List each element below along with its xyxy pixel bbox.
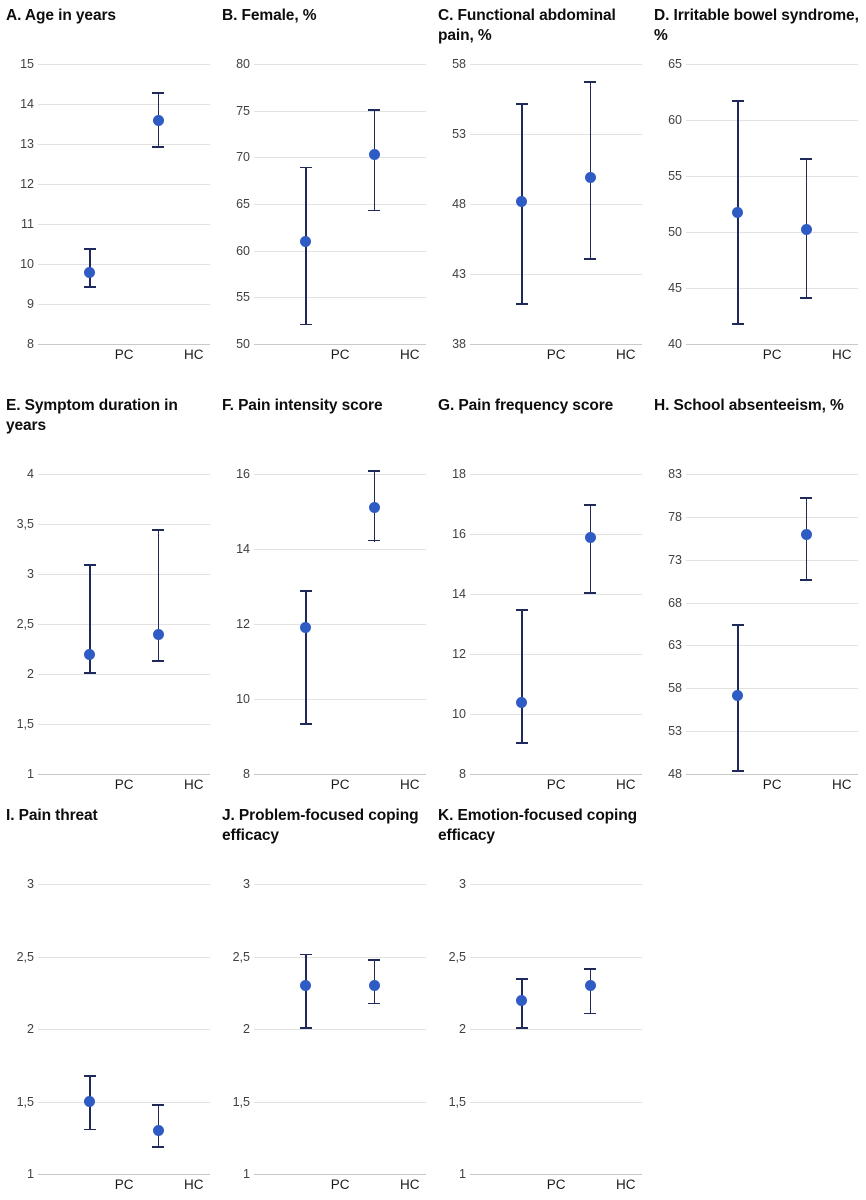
y-tick-label: 8 (243, 767, 250, 781)
y-tick-label: 16 (452, 527, 466, 541)
error-bar-cap-lower (300, 723, 312, 725)
y-tick-label: 1,5 (16, 1094, 34, 1109)
gridline (686, 120, 858, 121)
gridline (254, 251, 426, 252)
error-bar-cap-upper (300, 167, 312, 169)
x-tick-label-hc: HC (400, 777, 420, 792)
y-tick-label: 2,5 (16, 949, 34, 964)
y-tick-label: 2 (459, 1022, 466, 1036)
y-tick-label: 14 (452, 587, 466, 601)
y-tick-label: 65 (668, 57, 682, 71)
x-tick-label-hc: HC (400, 347, 420, 362)
chart-panel-f (216, 390, 432, 800)
panel-title: J. Problem-focused coping efficacy (222, 807, 419, 844)
gridline (38, 264, 210, 265)
y-tick-label: 2 (27, 1022, 34, 1036)
y-tick-label: 14 (20, 97, 34, 111)
plot-area (436, 467, 644, 800)
gridline (254, 297, 426, 298)
gridline (38, 64, 210, 65)
x-tick-label-pc: PC (546, 347, 566, 362)
mean-marker (369, 980, 380, 991)
error-bar-cap-upper (584, 504, 596, 506)
y-tick-label: 1,5 (16, 717, 34, 731)
y-tick-label: 55 (668, 169, 682, 183)
plot-canvas (220, 467, 428, 781)
gridline (38, 104, 210, 105)
gridline (254, 204, 426, 205)
error-bar-cap-lower (584, 258, 596, 260)
y-tick-label: 2,5 (16, 617, 34, 631)
y-tick-label: 40 (668, 337, 682, 351)
gridline (254, 549, 426, 550)
y-tick-label: 18 (452, 467, 466, 481)
error-bar-cap-upper (300, 954, 312, 956)
panel-title: E. Symptom duration in years (6, 397, 178, 434)
gridline (686, 288, 858, 289)
error-bar-cap-upper (800, 158, 812, 160)
mean-marker (153, 629, 164, 640)
gridline (254, 474, 426, 475)
y-tick-label: 73 (668, 552, 682, 567)
error-bar-cap-upper (516, 609, 528, 611)
y-tick-label: 8 (27, 337, 34, 351)
y-tick-label: 10 (236, 692, 250, 706)
error-bar-cap-upper (584, 81, 596, 83)
plot-canvas (436, 467, 644, 781)
x-tick-label-pc: PC (546, 1177, 566, 1192)
y-tick-label: 11 (21, 217, 34, 231)
error-bar-cap-upper (732, 100, 744, 102)
gridline (470, 64, 642, 65)
error-bar-cap-lower (584, 592, 596, 594)
plot-area (220, 57, 428, 370)
x-tick-label-pc: PC (330, 777, 350, 792)
y-axis-labels (652, 467, 686, 781)
data-canvas (254, 884, 426, 1174)
gridline (470, 534, 642, 535)
y-tick-label: 65 (236, 197, 250, 211)
plot-canvas (436, 877, 644, 1181)
y-tick-label: 10 (20, 257, 34, 271)
error-bar-cap-lower (800, 297, 812, 299)
error-bar-cap-upper (584, 968, 596, 970)
y-tick-label: 63 (668, 638, 682, 653)
y-axis-labels (436, 467, 470, 781)
mean-marker (369, 502, 380, 513)
chart-panel-e (0, 390, 216, 800)
error-bar-cap-upper (516, 978, 528, 980)
gridline (254, 624, 426, 625)
error-bar-cap-lower (732, 770, 744, 772)
error-bar-cap-upper (152, 1104, 164, 1106)
mean-marker (153, 115, 164, 126)
error-bar-cap-upper (368, 959, 380, 961)
y-tick-label: 58 (668, 681, 682, 696)
y-tick-label: 3,5 (16, 517, 34, 531)
gridline (38, 624, 210, 625)
mean-marker (585, 172, 596, 183)
error-bar-cap-upper (368, 470, 380, 472)
x-tick-label-hc: HC (400, 1177, 420, 1192)
y-axis-labels (220, 877, 254, 1181)
chart-panel-h (648, 390, 864, 800)
gridline (38, 574, 210, 575)
plot-area (652, 467, 860, 800)
gridline (254, 1102, 426, 1103)
mean-marker (516, 196, 527, 207)
y-tick-label: 50 (668, 225, 682, 239)
gridline (38, 1102, 210, 1103)
data-canvas (686, 64, 858, 344)
y-tick-label: 80 (236, 57, 250, 71)
error-bar (305, 590, 307, 725)
error-bar-cap-lower (84, 1129, 96, 1131)
y-tick-label: 68 (668, 595, 682, 610)
y-tick-label: 1,5 (232, 1094, 250, 1109)
chart-panel-g (432, 390, 648, 800)
y-tick-label: 3 (243, 877, 250, 891)
y-tick-label: 3 (27, 567, 34, 581)
x-axis-labels (720, 344, 866, 370)
x-tick-label-hc: HC (616, 347, 636, 362)
chart-panel-j (216, 800, 432, 1200)
gridline (686, 517, 858, 518)
error-bar-cap-lower (368, 210, 380, 212)
chart-panel-i (0, 800, 216, 1200)
y-tick-label: 75 (236, 103, 250, 118)
error-bar (374, 109, 376, 212)
mean-marker (585, 980, 596, 991)
mean-marker (732, 207, 743, 218)
y-axis-labels (220, 57, 254, 351)
mean-marker (369, 149, 380, 160)
y-tick-label: 12 (236, 617, 250, 631)
error-bar-cap-lower (152, 146, 164, 148)
gridline (686, 232, 858, 233)
y-tick-label: 3 (27, 877, 34, 891)
y-tick-label: 38 (452, 337, 466, 351)
panel-title: B. Female, % (222, 7, 317, 24)
mean-marker (516, 995, 527, 1006)
gridline (686, 474, 858, 475)
y-tick-label: 1,5 (448, 1094, 466, 1109)
mean-marker (84, 267, 95, 278)
error-bar-cap-upper (152, 529, 164, 531)
error-bar-cap-upper (152, 92, 164, 94)
mean-marker (84, 1096, 95, 1107)
x-tick-label-pc: PC (330, 347, 350, 362)
error-bar (590, 504, 592, 594)
data-canvas (254, 64, 426, 344)
plot-area (4, 877, 212, 1200)
y-tick-label: 10 (452, 707, 466, 721)
y-tick-label: 2 (243, 1022, 250, 1036)
gridline (470, 274, 642, 275)
gridline (686, 560, 858, 561)
error-bar-cap-lower (368, 1003, 380, 1005)
plot-canvas (652, 57, 860, 351)
y-tick-label: 8 (459, 767, 466, 781)
x-tick-label-hc: HC (184, 1177, 204, 1192)
panel-title: K. Emotion-focused coping efficacy (438, 807, 637, 844)
y-tick-label: 1 (459, 1167, 466, 1181)
y-tick-label: 16 (236, 467, 250, 481)
x-tick-label-pc: PC (762, 777, 782, 792)
gridline (470, 714, 642, 715)
y-tick-label: 3 (459, 877, 466, 891)
gridline (470, 957, 642, 958)
plot-area (4, 467, 212, 800)
x-axis-labels (504, 1174, 678, 1200)
y-tick-label: 55 (236, 290, 250, 305)
error-bar (590, 968, 592, 1014)
gridline (254, 699, 426, 700)
x-tick-label-hc: HC (184, 347, 204, 362)
panel-title: F. Pain intensity score (222, 397, 383, 414)
mean-marker (801, 529, 812, 540)
gridline (686, 176, 858, 177)
y-tick-label: 1 (27, 767, 34, 781)
gridline (38, 674, 210, 675)
x-tick-label-hc: HC (832, 777, 852, 792)
gridline (38, 724, 210, 725)
y-tick-label: 45 (668, 281, 682, 295)
y-tick-label: 53 (452, 127, 466, 141)
x-tick-label-pc: PC (114, 777, 134, 792)
plot-area (436, 57, 644, 370)
x-tick-label-pc: PC (114, 347, 134, 362)
panel-title: G. Pain frequency score (438, 397, 614, 414)
data-canvas (470, 64, 642, 344)
x-tick-label-hc: HC (184, 777, 204, 792)
plot-canvas (652, 467, 860, 781)
y-axis-labels (436, 877, 470, 1181)
x-tick-label-hc: HC (616, 1177, 636, 1192)
gridline (254, 157, 426, 158)
gridline (254, 884, 426, 885)
x-tick-label-pc: PC (330, 1177, 350, 1192)
error-bar-cap-lower (84, 286, 96, 288)
y-tick-label: 15 (20, 57, 34, 71)
y-tick-label: 4 (27, 467, 34, 481)
mean-marker (585, 532, 596, 543)
y-tick-label: 2 (27, 667, 34, 681)
gridline (686, 603, 858, 604)
gridline (38, 474, 210, 475)
error-bar-cap-lower (300, 324, 312, 326)
y-tick-label: 43 (452, 267, 466, 281)
data-canvas (38, 64, 210, 344)
plot-canvas (4, 57, 212, 351)
data-canvas (38, 474, 210, 774)
chart-panel-a (0, 0, 216, 390)
x-tick-label-hc: HC (832, 347, 852, 362)
x-axis-labels (720, 774, 866, 800)
chart-panel-k (432, 800, 648, 1200)
error-bar (590, 81, 592, 260)
error-bar-cap-lower (152, 1146, 164, 1148)
gridline (38, 1029, 210, 1030)
mean-marker (84, 649, 95, 660)
data-canvas (470, 474, 642, 774)
gridline (38, 304, 210, 305)
gridline (470, 594, 642, 595)
error-bar-cap-upper (84, 1075, 96, 1077)
gridline (470, 1029, 642, 1030)
plot-canvas (436, 57, 644, 351)
error-bar-cap-upper (800, 497, 812, 499)
error-bar-cap-lower (84, 672, 96, 674)
y-tick-label: 60 (236, 243, 250, 258)
panel-title: A. Age in years (6, 7, 116, 24)
gridline (38, 524, 210, 525)
mean-marker (300, 980, 311, 991)
data-canvas (38, 884, 210, 1174)
gridline (470, 204, 642, 205)
x-tick-label-pc: PC (762, 347, 782, 362)
gridline (38, 884, 210, 885)
plot-area (436, 877, 644, 1200)
panel-title: D. Irritable bowel syndrome, % (654, 7, 859, 44)
x-tick-label-pc: PC (546, 777, 566, 792)
error-bar-cap-lower (584, 1013, 596, 1015)
y-tick-label: 58 (452, 57, 466, 71)
y-tick-label: 78 (668, 509, 682, 524)
gridline (38, 224, 210, 225)
error-bar (158, 529, 160, 662)
mean-marker (801, 224, 812, 235)
error-bar-cap-upper (84, 564, 96, 566)
y-tick-label: 13 (20, 137, 34, 151)
error-bar-cap-lower (732, 323, 744, 325)
plot-area (220, 467, 428, 800)
panel-title: H. School absenteeism, % (654, 397, 844, 414)
error-bar-cap-lower (300, 1027, 312, 1029)
y-tick-label: 12 (20, 177, 34, 191)
error-bar-cap-upper (732, 624, 744, 626)
gridline (686, 731, 858, 732)
chart-panel-c (432, 0, 648, 390)
gridline (38, 184, 210, 185)
y-axis-labels (220, 467, 254, 781)
plot-canvas (220, 57, 428, 351)
gridline (686, 688, 858, 689)
y-tick-label: 1 (243, 1167, 250, 1181)
error-bar-cap-lower (516, 1027, 528, 1029)
data-canvas (254, 474, 426, 774)
y-axis-labels (4, 57, 38, 351)
y-tick-label: 53 (668, 724, 682, 739)
error-bar-cap-lower (368, 540, 380, 542)
y-tick-label: 83 (668, 467, 682, 481)
error-bar-cap-lower (800, 579, 812, 581)
y-tick-label: 60 (668, 113, 682, 127)
error-bar-cap-upper (300, 590, 312, 592)
gridline (470, 134, 642, 135)
error-bar (521, 609, 523, 744)
gridline (470, 884, 642, 885)
x-tick-label-pc: PC (114, 1177, 134, 1192)
gridline (254, 64, 426, 65)
error-bar-cap-upper (516, 103, 528, 105)
y-axis-labels (4, 467, 38, 781)
y-tick-label: 9 (27, 297, 34, 311)
error-bar-cap-upper (84, 248, 96, 250)
y-tick-label: 48 (452, 197, 466, 211)
y-axis-labels (652, 57, 686, 351)
chart-panel-b (216, 0, 432, 390)
gridline (254, 1029, 426, 1030)
panel-title: I. Pain threat (6, 807, 98, 824)
data-canvas (686, 474, 858, 774)
plot-area (4, 57, 212, 370)
y-tick-label: 48 (668, 767, 682, 781)
gridline (470, 1102, 642, 1103)
mean-marker (516, 697, 527, 708)
gridline (38, 144, 210, 145)
y-tick-label: 2,5 (448, 949, 466, 964)
gridline (470, 654, 642, 655)
plot-canvas (4, 877, 212, 1181)
mean-marker (300, 236, 311, 247)
y-tick-label: 1 (27, 1167, 34, 1181)
plot-canvas (220, 877, 428, 1181)
panel-title: C. Functional abdominal pain, % (438, 7, 616, 44)
gridline (38, 957, 210, 958)
y-tick-label: 14 (236, 542, 250, 556)
mean-marker (153, 1125, 164, 1136)
mean-marker (300, 622, 311, 633)
gridline (254, 111, 426, 112)
plot-area (652, 57, 860, 370)
error-bar-cap-lower (516, 303, 528, 305)
plot-canvas (4, 467, 212, 781)
error-bar (305, 954, 307, 1029)
error-bar-cap-upper (368, 109, 380, 111)
x-tick-label-hc: HC (616, 777, 636, 792)
data-canvas (470, 884, 642, 1174)
gridline (470, 474, 642, 475)
y-tick-label: 12 (452, 647, 466, 661)
y-tick-label: 70 (236, 150, 250, 165)
y-tick-label: 50 (236, 337, 250, 351)
mean-marker (732, 690, 743, 701)
y-tick-label: 2,5 (232, 949, 250, 964)
y-axis-labels (436, 57, 470, 351)
plot-area (220, 877, 428, 1200)
error-bar-cap-lower (152, 660, 164, 662)
gridline (686, 645, 858, 646)
chart-panel-d (648, 0, 864, 390)
y-axis-labels (4, 877, 38, 1181)
error-bar-cap-lower (516, 742, 528, 744)
gridline (254, 957, 426, 958)
gridline (686, 64, 858, 65)
